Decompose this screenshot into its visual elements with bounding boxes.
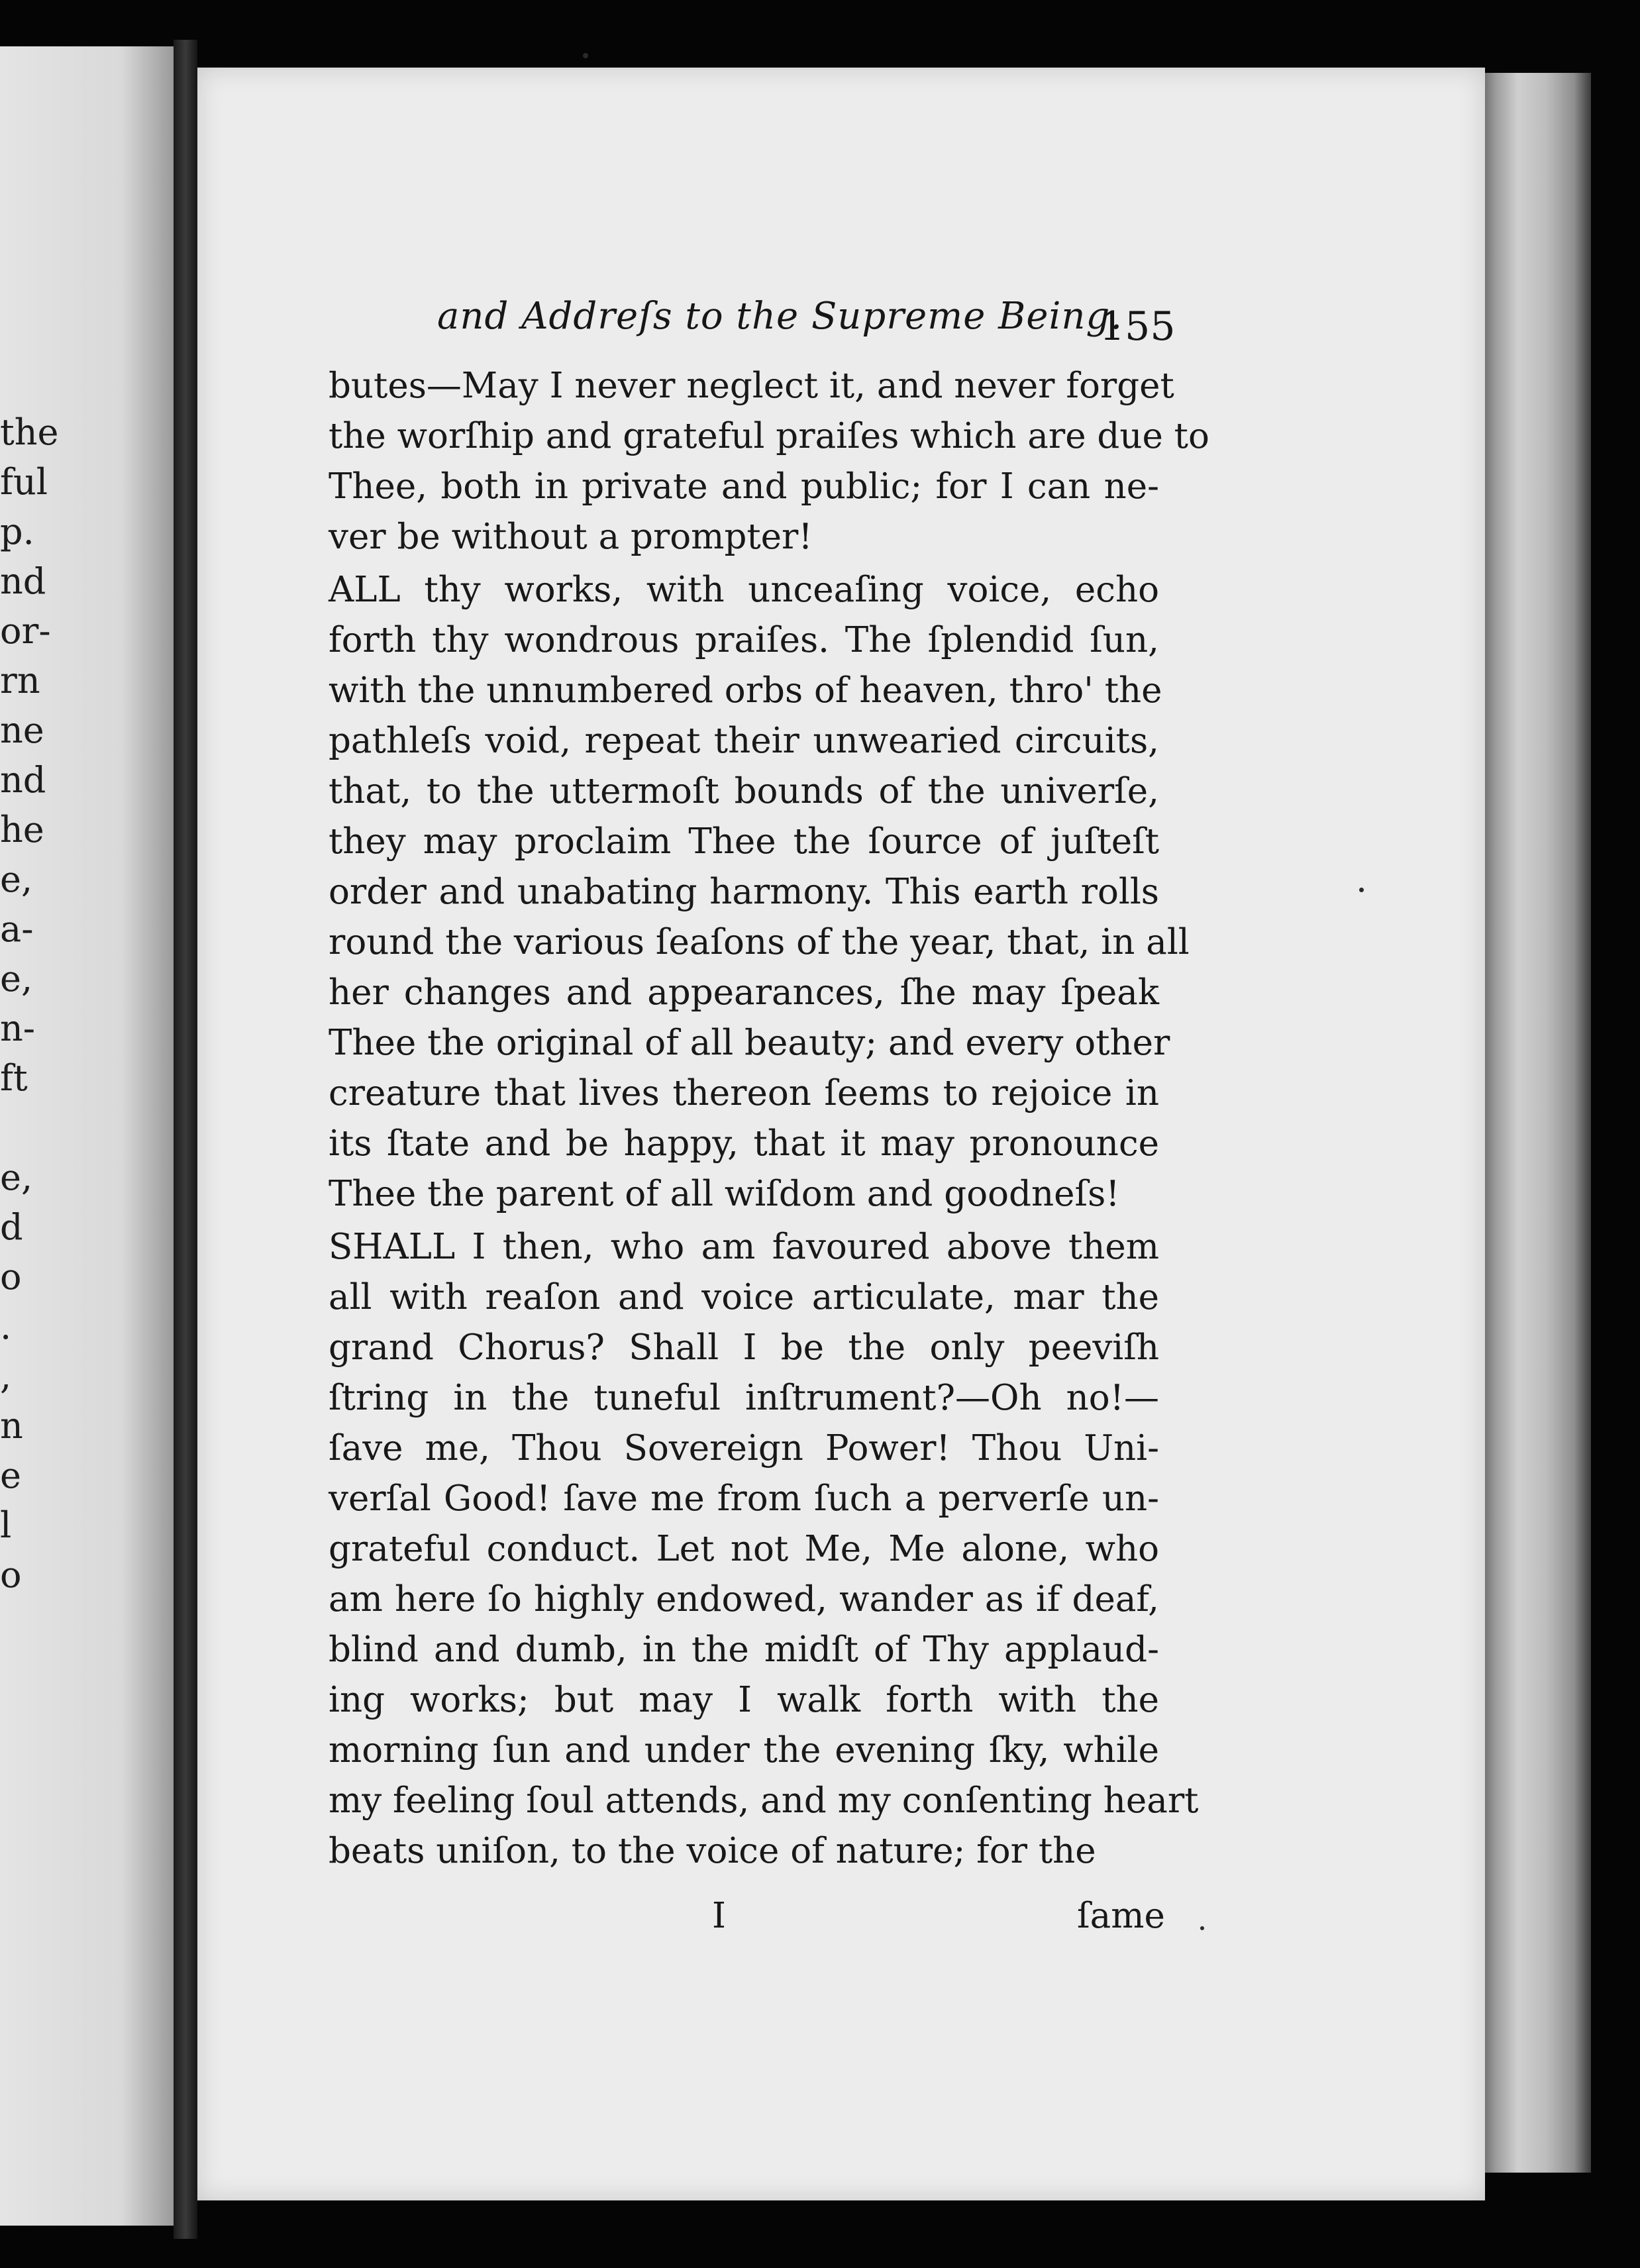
text-line: beats uniſon, to the voice of nature; for the xyxy=(329,1831,1096,1871)
running-head: and Addreſs to the Supreme Being. xyxy=(437,295,1123,338)
text-line: all with reaſon and voice articulate, mar the xyxy=(329,1277,1159,1317)
paragraph xyxy=(329,361,1209,562)
facing-page-fragment: the xyxy=(0,411,59,453)
facing-page-fragments xyxy=(0,407,166,1600)
facing-page-fragment: p. xyxy=(0,511,34,552)
facing-page-fragment: a- xyxy=(0,908,34,950)
facing-page-fragment: n xyxy=(0,1405,23,1447)
text-line: Thee, both in private and public; for I can ne- xyxy=(329,466,1159,507)
page-fore-edge xyxy=(1478,73,1591,2173)
text-line: Thee the original of all beauty; and every other xyxy=(329,1023,1170,1063)
scan-speck xyxy=(1200,1926,1204,1930)
text-line: its ſtate and be happy, that it may pronounce xyxy=(329,1123,1159,1164)
facing-page-fragment: e xyxy=(0,1455,21,1496)
text-line: Thee the parent of all wiſdom and goodneſs! xyxy=(329,1174,1120,1214)
text-line: SHALL I then, who am favoured above them xyxy=(329,1227,1159,1267)
text-line: ſave me, Thou Sovereign Power! Thou Uni- xyxy=(329,1428,1159,1469)
text-line: ALL thy works, with unceaſing voice, echo xyxy=(329,570,1159,610)
page-number: 155 xyxy=(1100,303,1176,350)
text-line: with the unnumbered orbs of heaven, thro' the xyxy=(329,670,1162,711)
facing-page-fragment: e, xyxy=(0,858,33,900)
signature-mark: I xyxy=(712,1896,726,1936)
catchword: ſame xyxy=(1077,1896,1165,1936)
text-line: morning ſun and under the evening ſky, while xyxy=(329,1730,1159,1771)
text-line: ver be without a prompter! xyxy=(329,517,813,557)
facing-page-fragment: ne xyxy=(0,709,44,751)
facing-page-fragment: e, xyxy=(0,1157,33,1198)
facing-page-fragment: ful xyxy=(0,461,48,503)
text-line: order and unabating harmony. This earth rolls xyxy=(329,872,1159,912)
text-line: creature that lives thereon ſeems to rejoice in xyxy=(329,1073,1159,1113)
paragraph xyxy=(329,1222,1199,1877)
text-line: forth thy wondrous praiſes. The ſplendid ſun, xyxy=(329,620,1159,660)
text-line: my feeling ſoul attends, and my conſenting heart xyxy=(329,1780,1199,1821)
facing-page-fragment: ft xyxy=(0,1057,28,1099)
text-line: blind and dumb, in the midſt of Thy applaud- xyxy=(329,1629,1159,1670)
facing-page-fragment: he xyxy=(0,809,44,850)
facing-page-fragment: rn xyxy=(0,660,40,701)
text-line: ing works; but may I walk forth with the xyxy=(329,1680,1159,1720)
facing-page-fragment: . xyxy=(0,1306,12,1347)
facing-page-fragment: nd xyxy=(0,759,46,801)
facing-page-fragment: , xyxy=(0,1355,12,1397)
text-line: ſtring in the tuneful inſtrument?—Oh no!— xyxy=(329,1378,1159,1418)
facing-page-fragment: o xyxy=(0,1256,22,1298)
scan-speck xyxy=(1359,888,1364,892)
facing-page-fragment: o xyxy=(0,1554,22,1596)
facing-page-fragment: l xyxy=(0,1504,12,1546)
text-line: grateful conduct. Let not Me, Me alone, who xyxy=(329,1529,1159,1569)
facing-page-fragment xyxy=(0,1103,166,1153)
body-text xyxy=(329,361,1209,1877)
book-gutter xyxy=(174,40,197,2239)
text-line: am here ſo highly endowed, wander as if deaf, xyxy=(329,1579,1159,1620)
text-line: grand Chorus? Shall I be the only peeviſh xyxy=(329,1327,1159,1368)
facing-page-fragment: e, xyxy=(0,958,33,1000)
facing-page-fragment: d xyxy=(0,1206,23,1248)
text-line: butes—May I never neglect it, and never forget xyxy=(329,366,1174,406)
text-line: pathleſs void, repeat their unwearied circuits, xyxy=(329,721,1159,761)
text-line: that, to the uttermoſt bounds of the univerſe, xyxy=(329,771,1159,811)
text-line: verſal Good! ſave me from ſuch a perverſe un- xyxy=(329,1478,1159,1519)
text-line: the worſhip and grateful praiſes which are due to xyxy=(329,416,1209,456)
text-line: round the various ſeaſons of the year, that, in all xyxy=(329,922,1190,962)
paragraph xyxy=(329,565,1190,1219)
facing-page-fragment: or- xyxy=(0,610,51,652)
text-line: they may proclaim Thee the ſource of juſteſt xyxy=(329,821,1159,862)
facing-page-fragment: nd xyxy=(0,560,46,602)
facing-page-fragment: n- xyxy=(0,1007,36,1049)
scan-speck xyxy=(583,53,588,58)
facing-page-edge xyxy=(0,46,174,2226)
text-line: her changes and appearances, ſhe may ſpeak xyxy=(329,972,1159,1013)
